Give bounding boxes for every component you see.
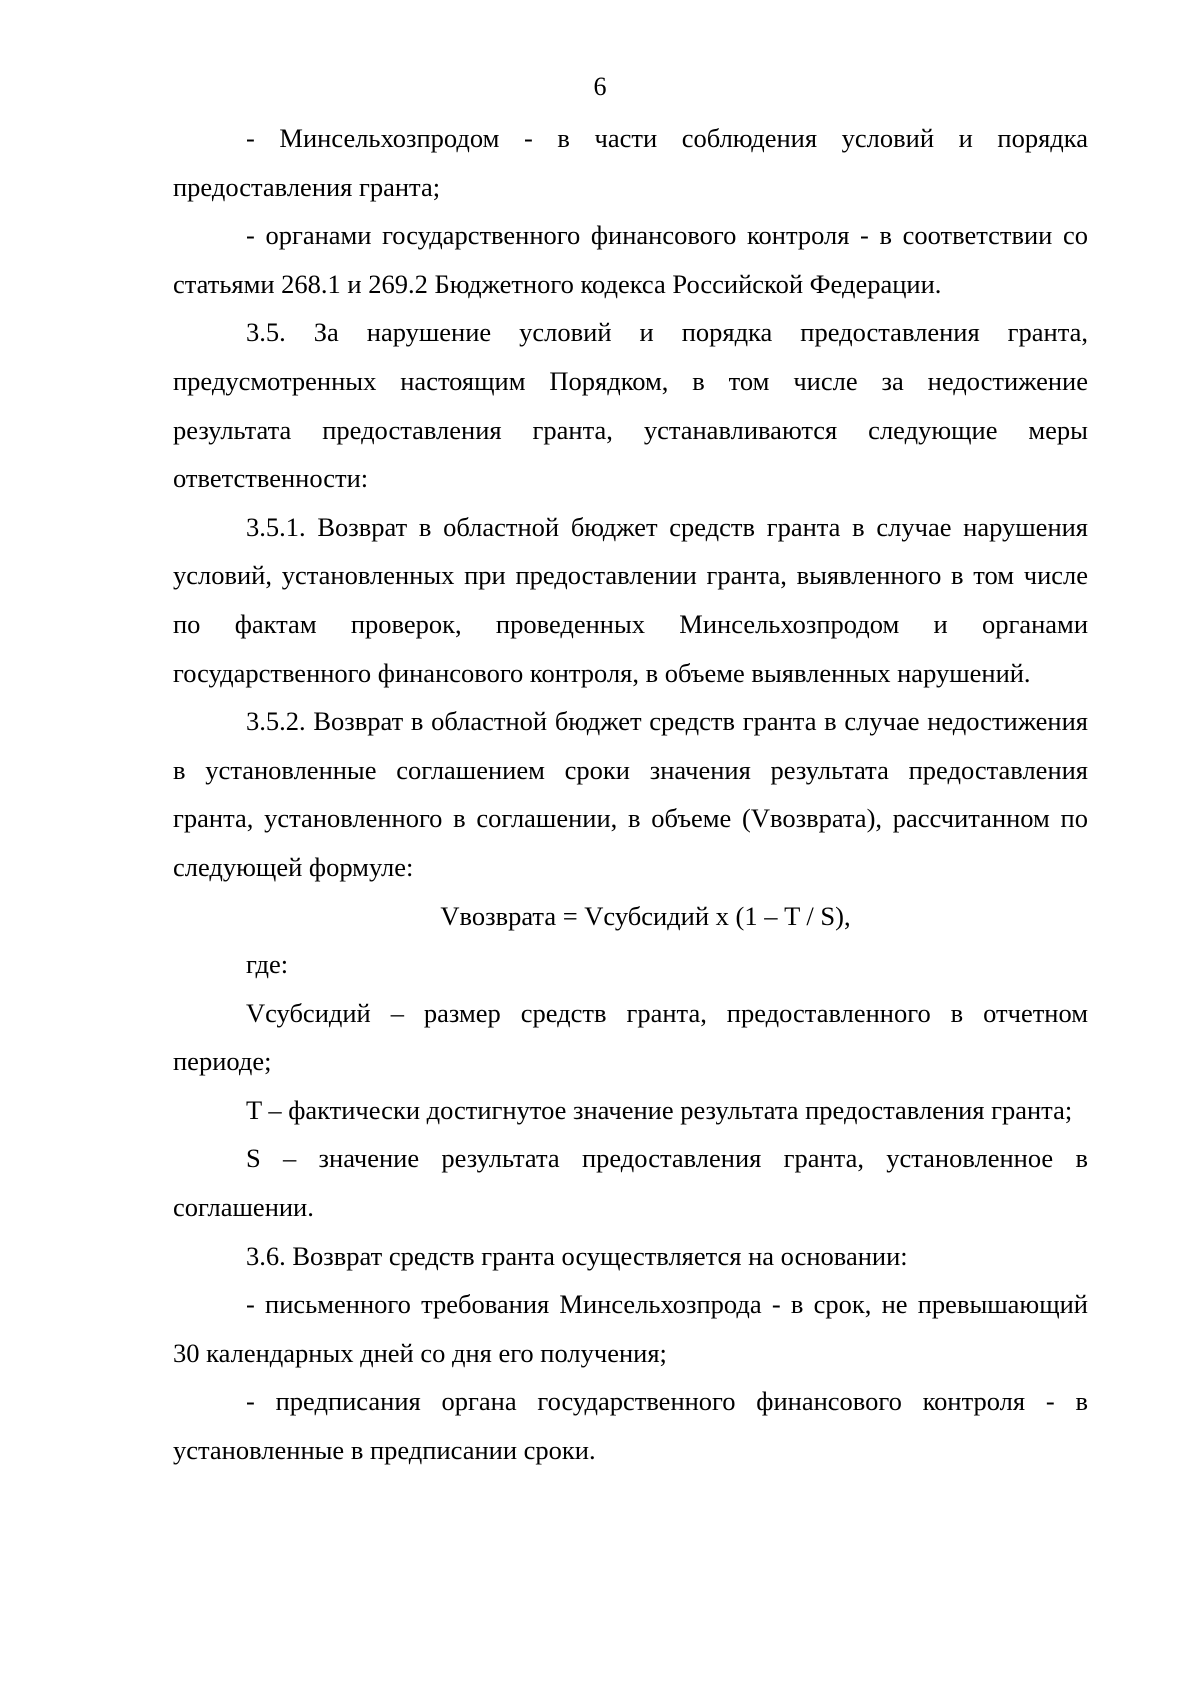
document-body xyxy=(173,114,1088,1475)
definition-t: T – фактически достигнутое значение результата предоставления гранта; xyxy=(246,1094,1073,1125)
paragraph-minselkhozprod-control: - Минсельхозпродом - в части соблюдения условий и порядка предоставления гранта; xyxy=(173,123,1088,202)
paragraph-3-5: 3.5. За нарушение условий и порядка предоставления гранта, предусмотренных настоящим Порядком, в том числе за недостижение результата предоставления гранта, устанавливаются следующие меры ответственности: xyxy=(173,317,1088,494)
paragraph-prescription: - предписания органа государственного финансового контроля - в установленные в предписании сроки. xyxy=(173,1386,1088,1466)
where-label: где: xyxy=(246,949,289,980)
definition-v-subsidies: Vсубсидий – размер средств гранта, предоставленного в отчетном периоде; xyxy=(173,997,1088,1077)
definition-s: S – значение результата предоставления гранта, установленное в соглашении. xyxy=(173,1143,1088,1223)
paragraph-3-6: 3.6. Возврат средств гранта осуществляется на основании: xyxy=(246,1240,908,1271)
paragraph-3-5-1: 3.5.1. Возврат в областной бюджет средств гранта в случае нарушения условий, установленных при предоставлении гранта, выявленного в том числе по фактам проверок, проведенных Минсельхозпродом и органами государственного финансового контроля, в объеме выявленных нарушений. xyxy=(173,511,1088,688)
paragraph-written-demand: - письменного требования Минсельхозпрода - в срок, не превышающий 30 календарных дней со дня его получения; xyxy=(173,1289,1088,1368)
formula-refund: Vвозврата = Vсубсидий х (1 – T / S), xyxy=(440,900,851,931)
paragraph-financial-control: - органами государственного финансового контроля - в соответствии со статьями 268.1 и 269.2 Бюджетного кодекса Российской Федерации. xyxy=(173,220,1088,299)
paragraph-3-5-2: 3.5.2. Возврат в областной бюджет средств гранта в случае недостижения в установленные соглашением сроки значения результата предоставления гранта, установленного в соглашении, в объеме (Vвозврата), рассчитанном по следующей формуле: xyxy=(173,706,1088,882)
page-number: 6 xyxy=(593,72,607,101)
